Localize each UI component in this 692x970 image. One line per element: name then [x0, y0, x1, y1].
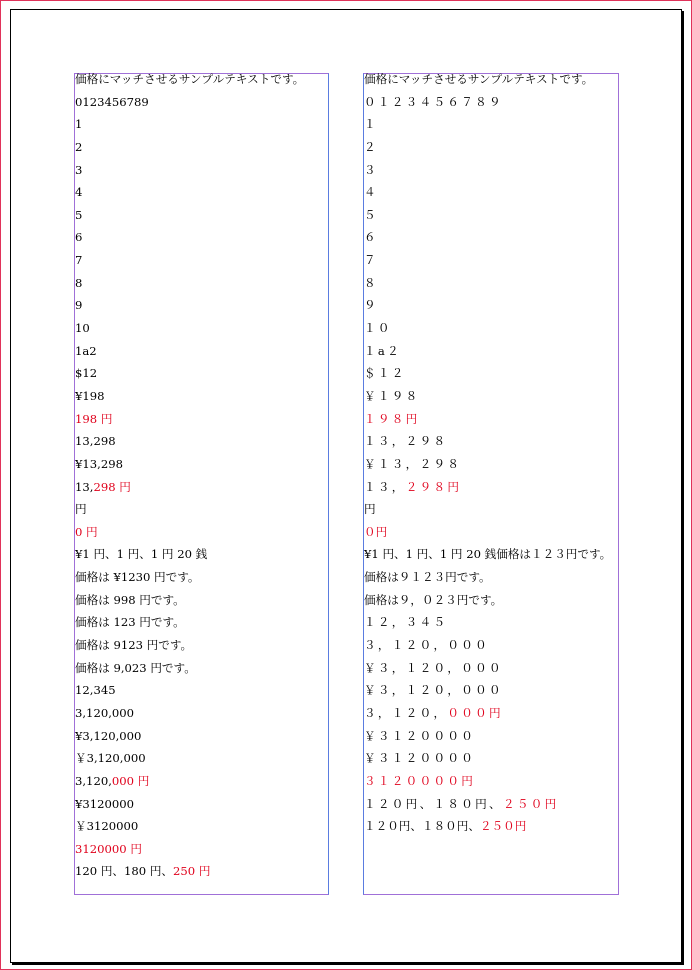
line-text: １２，３４５: [364, 615, 448, 630]
left-column-line: [75, 322, 327, 345]
line-text: 7: [75, 253, 83, 268]
right-column-line: [364, 684, 624, 707]
highlighted-price-text: ２５０円: [502, 796, 559, 811]
left-column-line: [75, 345, 327, 368]
left-column-line: [75, 662, 327, 685]
line-text: 4: [75, 185, 83, 200]
left-column-line: [75, 390, 327, 413]
line-text: 価格は９，０２３円です。: [364, 592, 503, 607]
right-column-line: [364, 820, 624, 843]
line-text: 9: [75, 298, 83, 313]
right-column-line: [364, 594, 624, 617]
line-text: ３，１２０，０００: [364, 638, 490, 653]
left-column-line: [75, 616, 327, 639]
line-text: ¥198: [75, 388, 105, 403]
left-column-line: [75, 865, 327, 888]
right-column-line: [364, 299, 624, 322]
highlighted-price-text: 0 円: [75, 524, 98, 539]
left-column-line: [75, 481, 327, 504]
right-column-line: [364, 752, 624, 775]
right-text-column: [364, 73, 624, 843]
left-column-line: [75, 118, 327, 141]
right-column-line: [364, 141, 624, 164]
line-text: 1: [75, 117, 83, 132]
line-text: 13,298: [75, 434, 116, 449]
left-column-line: [75, 843, 327, 866]
line-text: ￥3,120,000: [75, 751, 146, 766]
line-text: 13,: [75, 479, 94, 494]
left-column-line: [75, 277, 327, 300]
right-column-line: [364, 367, 624, 390]
line-text: ５: [364, 207, 378, 222]
line-text: １３，２９８: [364, 434, 448, 449]
line-text: ¥3120000: [75, 796, 135, 811]
line-text: ＄１２: [364, 366, 406, 381]
right-column-line: [364, 277, 624, 300]
left-column-line: [75, 775, 327, 798]
right-column-line: [364, 571, 624, 594]
line-text: 円: [364, 502, 376, 517]
right-column-line: [364, 118, 624, 141]
highlighted-price-text: 298 円: [93, 479, 131, 494]
line-text: 価格は 998 円です。: [75, 592, 185, 607]
highlighted-price-text: ２９８円: [405, 479, 462, 494]
right-column-line: [364, 231, 624, 254]
line-text: ９: [364, 298, 378, 313]
highlighted-price-text: 198 円: [75, 411, 113, 426]
left-column-line: [75, 209, 327, 232]
right-column-line: [364, 730, 624, 753]
left-column-line: [75, 571, 327, 594]
left-column-line: [75, 435, 327, 458]
left-column-line: [75, 548, 327, 571]
right-column-line: [364, 526, 624, 549]
right-column-line: [364, 164, 624, 187]
line-text: 2: [75, 139, 83, 154]
left-column-line: [75, 254, 327, 277]
line-text: 120 円、180 円、: [75, 864, 174, 879]
right-column-line: [364, 458, 624, 481]
line-text: ０１２３４５６７８９: [364, 94, 503, 109]
right-column-line: [364, 186, 624, 209]
left-column-line: [75, 164, 327, 187]
line-text: 価格は 9,023 円です。: [75, 660, 196, 675]
line-text: ¥1 円、1 円、1 円 20 銭価格は１２３円です。: [364, 547, 612, 562]
line-text: ￥３１２００００: [364, 751, 476, 766]
line-text: ￥3120000: [75, 819, 139, 834]
right-column-line: [364, 662, 624, 685]
line-text: ３，１２０，: [364, 705, 448, 720]
line-text: 円: [75, 502, 87, 517]
line-text: １３，: [364, 479, 406, 494]
right-column-line: [364, 775, 624, 798]
line-text: 価格は 123 円です。: [75, 615, 185, 630]
line-text: ２: [364, 139, 378, 154]
line-text: $12: [75, 366, 98, 381]
left-column-line: [75, 798, 327, 821]
line-text: 3,120,000: [75, 705, 135, 720]
line-text: 3,120,: [75, 773, 112, 788]
line-text: 12,345: [75, 683, 116, 698]
left-column-line: [75, 707, 327, 730]
line-text: 価格にマッチさせるサンプルテキストです。: [75, 72, 305, 86]
line-text: ６: [364, 230, 378, 245]
right-column-line: [364, 254, 624, 277]
left-column-line: [75, 299, 327, 322]
right-column-line: [364, 73, 624, 96]
left-column-line: [75, 526, 327, 549]
right-column-line: [364, 435, 624, 458]
highlighted-price-text: 3120000 円: [75, 841, 142, 856]
line-text: ￥１９８: [364, 388, 420, 403]
line-text: 価格は 9123 円です。: [75, 638, 193, 653]
highlighted-price-text: 250 円: [173, 864, 211, 879]
line-text: 価格は９１２３円です。: [364, 570, 491, 585]
line-text: １２０円、１８０円、: [364, 819, 480, 834]
line-text: ￥３，１２０，０００: [364, 683, 503, 698]
left-column-line: [75, 684, 327, 707]
left-column-line: [75, 503, 327, 526]
line-text: 6: [75, 230, 83, 245]
line-text: ４: [364, 185, 378, 200]
left-column-line: [75, 367, 327, 390]
line-text: 0123456789: [75, 94, 149, 109]
highlighted-price-text: １９８円: [364, 411, 420, 426]
line-text: 10: [75, 321, 90, 336]
right-column-line: [364, 345, 624, 368]
line-text: 価格にマッチさせるサンプルテキストです。: [364, 72, 594, 86]
line-text: 3: [75, 162, 83, 177]
right-column-line: [364, 209, 624, 232]
line-text: ３: [364, 162, 378, 177]
highlighted-price-text: ０円: [364, 524, 388, 539]
left-column-line: [75, 96, 327, 119]
left-column-line: [75, 186, 327, 209]
highlighted-price-text: ２５０円: [479, 819, 527, 834]
right-column-line: [364, 322, 624, 345]
line-text: 価格は ¥1230 円です。: [75, 570, 200, 585]
line-text: ￥３１２００００: [364, 728, 476, 743]
line-text: 8: [75, 275, 83, 290]
right-column-line: [364, 616, 624, 639]
line-text: ８: [364, 275, 378, 290]
line-text: １a２: [364, 343, 401, 358]
right-column-line: [364, 413, 624, 436]
right-column-line: [364, 390, 624, 413]
right-column-line: [364, 481, 624, 504]
right-column-line: [364, 503, 624, 526]
line-text: １２０円、１８０円、: [364, 796, 503, 811]
left-column-line: [75, 413, 327, 436]
right-column-line: [364, 707, 624, 730]
line-text: ¥3,120,000: [75, 728, 142, 743]
line-text: 1a2: [75, 343, 97, 358]
left-column-line: [75, 73, 327, 96]
right-column-line: [364, 798, 624, 821]
line-text: ¥1 円、1 円、1 円 20 銭: [75, 547, 208, 562]
left-column-line: [75, 141, 327, 164]
highlighted-price-text: 000 円: [111, 773, 150, 788]
left-column-line: [75, 730, 327, 753]
line-text: ７: [364, 253, 378, 268]
line-text: １０: [364, 321, 392, 336]
right-column-line: [364, 639, 624, 662]
left-column-line: [75, 752, 327, 775]
left-column-line: [75, 458, 327, 481]
line-text: 5: [75, 207, 83, 222]
line-text: ￥１３，２９８: [364, 456, 462, 471]
highlighted-price-text: ３１２００００円: [364, 773, 476, 788]
left-column-line: [75, 594, 327, 617]
left-column-line: [75, 820, 327, 843]
line-text: １: [364, 117, 378, 132]
right-column-line: [364, 548, 624, 571]
line-text: ￥３，１２０，０００: [364, 660, 503, 675]
left-column-line: [75, 639, 327, 662]
left-text-column: [75, 73, 327, 888]
left-column-line: [75, 231, 327, 254]
highlighted-price-text: ０００円: [447, 705, 503, 720]
right-column-line: [364, 96, 624, 119]
line-text: ¥13,298: [75, 456, 123, 471]
